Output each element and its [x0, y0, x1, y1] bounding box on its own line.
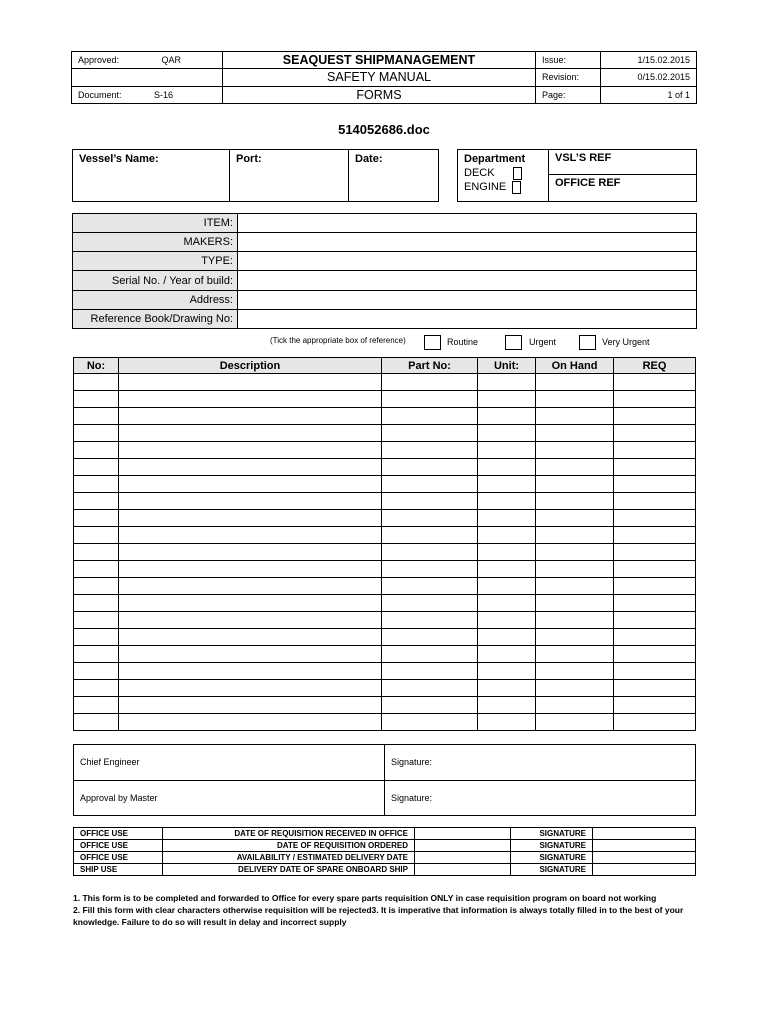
table-cell[interactable] — [478, 714, 536, 731]
table-row — [74, 714, 696, 731]
serial-label: Serial No. / Year of build: — [73, 271, 238, 290]
use-value[interactable] — [415, 840, 511, 852]
table-cell[interactable] — [382, 612, 478, 629]
table-cell[interactable] — [74, 646, 119, 663]
table-row — [74, 425, 696, 442]
table-row — [74, 680, 696, 697]
table-cell[interactable] — [382, 595, 478, 612]
table-cell[interactable] — [536, 493, 614, 510]
table-cell[interactable] — [382, 663, 478, 680]
table-cell[interactable] — [119, 612, 382, 629]
manual-title: SAFETY MANUAL — [223, 69, 536, 86]
date-field[interactable]: Date: — [349, 150, 439, 202]
note-2: 2. Fill this form with clear characters otherwise requisition will be rejected3. It is imperative that information is always totally filled in to the best of your knowledge. Failure to do so will result in delay and incorrect supply — [73, 905, 684, 927]
table-row — [74, 408, 696, 425]
table-cell[interactable] — [119, 510, 382, 527]
col-part-no: Part No: — [382, 358, 478, 374]
table-cell[interactable] — [614, 612, 696, 629]
very-urgent-checkbox[interactable] — [579, 335, 596, 350]
table-cell[interactable] — [536, 425, 614, 442]
table-cell[interactable] — [119, 629, 382, 646]
address-input[interactable] — [238, 290, 697, 309]
table-cell[interactable] — [478, 476, 536, 493]
routine-label: Routine — [447, 337, 479, 347]
table-cell[interactable] — [74, 476, 119, 493]
department-cell — [458, 150, 549, 202]
use-signature-label: SIGNATURE — [511, 840, 593, 852]
table-cell[interactable] — [382, 646, 478, 663]
table-cell[interactable] — [614, 629, 696, 646]
master-signature[interactable]: Signature: — [385, 780, 696, 816]
table-cell[interactable] — [614, 374, 696, 391]
issue-value: 1/15.02.2015 — [601, 52, 697, 69]
table-cell[interactable] — [536, 510, 614, 527]
table-cell[interactable] — [382, 459, 478, 476]
use-signature-label: SIGNATURE — [511, 864, 593, 876]
revision-label: Revision: — [536, 69, 601, 86]
table-cell[interactable] — [614, 714, 696, 731]
vsl-ref-field[interactable]: VSL’S REF — [549, 150, 697, 175]
table-cell[interactable] — [478, 425, 536, 442]
table-cell[interactable] — [382, 629, 478, 646]
table-row — [74, 646, 696, 663]
table-cell[interactable] — [478, 510, 536, 527]
signature-table — [73, 744, 696, 816]
table-cell[interactable] — [536, 629, 614, 646]
use-description: AVAILABILITY / ESTIMATED DELIVERY DATE — [163, 852, 415, 864]
very-urgent-label: Very Urgent — [602, 337, 650, 347]
approved-value: QAR — [161, 55, 182, 66]
parts-table-body — [74, 374, 696, 731]
table-cell[interactable] — [119, 442, 382, 459]
use-value[interactable] — [415, 864, 511, 876]
use-signature[interactable] — [593, 828, 696, 840]
table-cell[interactable] — [119, 646, 382, 663]
issue-label: Issue: — [536, 52, 601, 69]
chief-engineer-signature[interactable]: Signature: — [385, 745, 696, 781]
use-signature[interactable] — [593, 840, 696, 852]
use-type: SHIP USE — [74, 864, 163, 876]
table-cell[interactable] — [536, 442, 614, 459]
use-value[interactable] — [415, 828, 511, 840]
table-cell[interactable] — [382, 493, 478, 510]
deck-checkbox[interactable] — [513, 167, 522, 180]
page-value: 1 of 1 — [601, 86, 697, 103]
deck-option[interactable]: DECK — [464, 166, 542, 180]
table-cell[interactable] — [74, 459, 119, 476]
table-cell[interactable] — [119, 493, 382, 510]
engine-option[interactable]: ENGINE — [464, 180, 542, 194]
table-cell[interactable] — [536, 595, 614, 612]
table-cell[interactable] — [536, 612, 614, 629]
table-cell[interactable] — [119, 391, 382, 408]
table-cell[interactable] — [382, 408, 478, 425]
table-cell[interactable] — [478, 374, 536, 391]
table-cell[interactable] — [614, 595, 696, 612]
document-label: Document: — [78, 89, 122, 100]
note-1: 1. This form is to be completed and forwarded to Office for every spare parts requisition ONLY in case requisition program on board not working — [73, 893, 657, 903]
table-cell[interactable] — [119, 714, 382, 731]
table-cell[interactable] — [536, 544, 614, 561]
table-cell[interactable] — [614, 527, 696, 544]
table-cell[interactable] — [614, 561, 696, 578]
table-row — [74, 561, 696, 578]
office-ref-field[interactable]: OFFICE REF — [549, 175, 697, 202]
item-input[interactable] — [238, 214, 697, 233]
table-cell[interactable] — [614, 493, 696, 510]
page-label: Page: — [536, 86, 601, 103]
table-cell[interactable] — [382, 425, 478, 442]
table-cell[interactable] — [74, 442, 119, 459]
use-type: OFFICE USE — [74, 840, 163, 852]
table-row — [74, 459, 696, 476]
table-cell[interactable] — [478, 629, 536, 646]
table-cell[interactable] — [536, 391, 614, 408]
parts-table — [73, 357, 696, 731]
table-cell[interactable] — [536, 646, 614, 663]
department-table — [457, 149, 697, 202]
vessel-name-field[interactable]: Vessel’s Name: — [73, 150, 230, 202]
vessel-info-table — [72, 149, 439, 202]
use-signature[interactable] — [593, 852, 696, 864]
table-row — [74, 629, 696, 646]
table-cell[interactable] — [536, 697, 614, 714]
use-signature-label: SIGNATURE — [511, 828, 593, 840]
use-type: OFFICE USE — [74, 852, 163, 864]
table-cell[interactable] — [74, 561, 119, 578]
tick-instruction: (Tick the appropriate box of reference) — [270, 336, 406, 345]
col-req: REQ — [614, 358, 696, 374]
table-cell[interactable] — [74, 374, 119, 391]
table-cell[interactable] — [536, 561, 614, 578]
table-row — [74, 493, 696, 510]
col-no: No: — [74, 358, 119, 374]
routine-checkbox[interactable] — [424, 335, 441, 350]
table-cell[interactable] — [478, 680, 536, 697]
table-cell[interactable] — [382, 697, 478, 714]
table-cell[interactable] — [119, 476, 382, 493]
table-cell[interactable] — [382, 391, 478, 408]
table-cell[interactable] — [74, 527, 119, 544]
section-title: FORMS — [223, 86, 536, 103]
table-cell[interactable] — [74, 425, 119, 442]
reference-label: Reference Book/Drawing No: — [73, 309, 238, 328]
table-cell[interactable] — [478, 391, 536, 408]
table-cell[interactable] — [536, 374, 614, 391]
department-label: Department — [464, 153, 526, 165]
table-cell[interactable] — [614, 680, 696, 697]
table-cell[interactable] — [382, 578, 478, 595]
table-cell[interactable] — [382, 527, 478, 544]
approval-master-label: Approval by Master — [74, 780, 385, 816]
table-row — [74, 663, 696, 680]
table-cell[interactable] — [478, 561, 536, 578]
table-cell[interactable] — [74, 629, 119, 646]
use-description: DATE OF REQUISITION RECEIVED IN OFFICE — [163, 828, 415, 840]
table-cell[interactable] — [119, 697, 382, 714]
table-cell[interactable] — [614, 578, 696, 595]
table-cell[interactable] — [614, 408, 696, 425]
table-cell[interactable] — [614, 544, 696, 561]
item-label: ITEM: — [73, 214, 238, 233]
table-cell[interactable] — [119, 544, 382, 561]
table-cell[interactable] — [74, 408, 119, 425]
table-cell[interactable] — [536, 476, 614, 493]
use-signature-label: SIGNATURE — [511, 852, 593, 864]
table-cell[interactable] — [614, 391, 696, 408]
table-cell[interactable] — [119, 527, 382, 544]
table-cell[interactable] — [614, 459, 696, 476]
makers-label: MAKERS: — [73, 233, 238, 252]
table-cell[interactable] — [74, 493, 119, 510]
table-cell[interactable] — [614, 442, 696, 459]
table-cell[interactable] — [536, 680, 614, 697]
table-cell[interactable] — [382, 680, 478, 697]
table-cell[interactable] — [614, 663, 696, 680]
engine-checkbox[interactable] — [512, 181, 521, 194]
table-row — [74, 578, 696, 595]
table-cell[interactable] — [478, 595, 536, 612]
document-filename: 514052686.doc — [338, 122, 430, 137]
table-row — [74, 476, 696, 493]
table-cell[interactable] — [119, 408, 382, 425]
col-description: Description — [119, 358, 382, 374]
table-cell[interactable] — [74, 510, 119, 527]
table-cell[interactable] — [478, 493, 536, 510]
table-cell[interactable] — [536, 714, 614, 731]
col-on-hand: On Hand — [536, 358, 614, 374]
address-label: Address: — [73, 290, 238, 309]
table-cell[interactable] — [478, 612, 536, 629]
company-name: SEAQUEST SHIPMANAGEMENT — [223, 52, 536, 69]
table-cell[interactable] — [478, 459, 536, 476]
document-cell — [72, 86, 223, 103]
table-cell[interactable] — [74, 714, 119, 731]
table-cell[interactable] — [478, 442, 536, 459]
table-cell[interactable] — [478, 663, 536, 680]
table-cell[interactable] — [74, 663, 119, 680]
table-cell[interactable] — [74, 680, 119, 697]
table-row — [74, 391, 696, 408]
table-cell[interactable] — [119, 374, 382, 391]
table-cell[interactable] — [119, 578, 382, 595]
table-cell[interactable] — [74, 578, 119, 595]
table-cell[interactable] — [382, 510, 478, 527]
document-value: S-16 — [154, 89, 174, 100]
use-description: DATE OF REQUISITION ORDERED — [163, 840, 415, 852]
table-cell[interactable] — [74, 391, 119, 408]
table-cell[interactable] — [536, 663, 614, 680]
table-cell[interactable] — [478, 527, 536, 544]
table-cell[interactable] — [119, 595, 382, 612]
chief-engineer-label: Chief Engineer — [74, 745, 385, 781]
table-cell[interactable] — [382, 714, 478, 731]
type-input[interactable] — [238, 252, 697, 271]
use-description: DELIVERY DATE OF SPARE ONBOARD SHIP — [163, 864, 415, 876]
table-row — [74, 527, 696, 544]
urgent-checkbox[interactable] — [505, 335, 522, 350]
table-cell[interactable] — [119, 680, 382, 697]
table-cell[interactable] — [614, 476, 696, 493]
item-details-table — [72, 213, 697, 329]
table-cell[interactable] — [536, 527, 614, 544]
makers-input[interactable] — [238, 233, 697, 252]
table-cell[interactable] — [536, 408, 614, 425]
table-row — [74, 612, 696, 629]
table-row — [74, 374, 696, 391]
use-value[interactable] — [415, 852, 511, 864]
reference-input[interactable] — [238, 309, 697, 328]
table-cell[interactable] — [382, 561, 478, 578]
table-cell[interactable] — [119, 425, 382, 442]
table-cell[interactable] — [478, 408, 536, 425]
approved-cell — [72, 52, 223, 69]
table-cell[interactable] — [74, 697, 119, 714]
table-cell[interactable] — [614, 425, 696, 442]
approved-label: Approved: — [78, 55, 120, 66]
table-cell[interactable] — [119, 663, 382, 680]
table-cell[interactable] — [74, 612, 119, 629]
table-cell[interactable] — [478, 697, 536, 714]
revision-value: 0/15.02.2015 — [601, 69, 697, 86]
table-cell[interactable] — [536, 459, 614, 476]
table-cell[interactable] — [382, 476, 478, 493]
table-row — [74, 595, 696, 612]
table-cell[interactable] — [536, 578, 614, 595]
table-row — [74, 442, 696, 459]
table-cell[interactable] — [74, 544, 119, 561]
port-field[interactable]: Port: — [230, 150, 349, 202]
table-row — [74, 697, 696, 714]
form-notes — [73, 892, 713, 928]
urgent-label: Urgent — [529, 337, 557, 347]
table-cell[interactable] — [74, 595, 119, 612]
table-cell[interactable] — [119, 459, 382, 476]
table-cell[interactable] — [382, 544, 478, 561]
use-type: OFFICE USE — [74, 828, 163, 840]
table-cell[interactable] — [382, 442, 478, 459]
table-cell[interactable] — [478, 544, 536, 561]
table-cell[interactable] — [382, 374, 478, 391]
use-signature[interactable] — [593, 864, 696, 876]
office-use-table — [73, 827, 696, 876]
col-unit: Unit: — [478, 358, 536, 374]
document-header — [71, 51, 697, 104]
table-row — [74, 510, 696, 527]
table-cell[interactable] — [478, 578, 536, 595]
table-cell[interactable] — [614, 510, 696, 527]
table-row — [74, 544, 696, 561]
table-cell[interactable] — [614, 646, 696, 663]
type-label: TYPE: — [73, 252, 238, 271]
serial-input[interactable] — [238, 271, 697, 290]
table-cell[interactable] — [119, 561, 382, 578]
table-cell[interactable] — [478, 646, 536, 663]
table-cell[interactable] — [614, 697, 696, 714]
